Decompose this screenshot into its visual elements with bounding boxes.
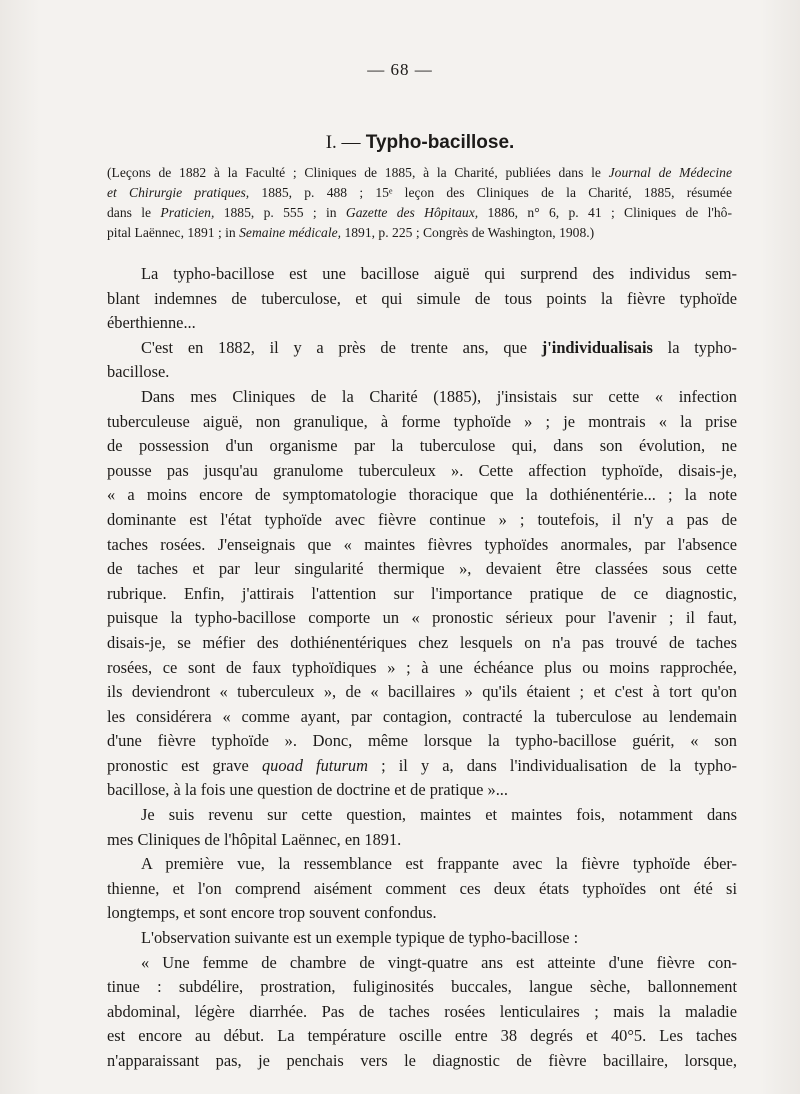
text-line: taches rosées. J'enseignais que « maintes fièvres typhoïdes anormales, par l'absence (107, 534, 737, 554)
reference-journal: Gazette des Hôpitaux, (345, 205, 479, 220)
text-fragment: ; il y a, dans l'individualisation de la typho- (367, 755, 737, 775)
text-fragment: C'est en 1882, il y a près de trente ans, que (141, 337, 542, 357)
text-line: bacillose, à la fois une question de doctrine et de pratique »... (107, 780, 508, 800)
text-line (107, 336, 737, 361)
text-line: pousse pas jusqu'au granulome tuberculeux ». Cette affection typhoïde, disais-je, (107, 460, 737, 480)
text-line: tuberculeuse aiguë, non granulique, à forme typhoïde » ; je montrais « la prise (107, 411, 737, 431)
reference-line (107, 163, 732, 183)
reference-line (107, 183, 732, 203)
text-line: Dans mes Cliniques de la Charité (1885), j'insistais sur cette « infection (141, 386, 737, 406)
section-title: Typho-bacillose. (365, 132, 515, 153)
text-line: disais-je, se méfier des dothiénentériques chez lesquels on n'a pas trouvé de taches (107, 632, 737, 652)
text-line: d'une fièvre typhoïde ». Donc, même lorsque la typho-bacillose guérit, « son (107, 731, 737, 751)
text-line (107, 754, 737, 779)
italic-phrase: quoad futurum (261, 755, 368, 775)
text-line: puisque la typho-bacillose comporte un « pronostic sérieux pour l'avenir ; il faut, (107, 608, 737, 628)
text-fragment: la typho- (652, 337, 737, 357)
text-line: n'apparaissant pas, je penchais vers le diagnostic de fièvre bacillaire, lorsque, (107, 1051, 737, 1070)
text-line: dominante est l'état typhoïde avec fièvre continue » ; toutefois, il n'y a pas de (107, 509, 737, 529)
text-line: bacillose. (107, 362, 170, 382)
body-text (107, 262, 737, 1074)
text-line: de taches et par leur singularité thermique », devaient être classées sous cette (107, 559, 737, 579)
text-line: Je suis revenu sur cette question, maintes et maintes fois, notamment dans (141, 805, 737, 825)
text-line: rosées, ce sont de faux typhoïdiques » ; à une échéance plus ou moins rapprochée, (107, 657, 737, 677)
text-line: L'observation suivante est un exemple typique de typho-bacillose : (141, 928, 579, 948)
reference-text: pital Laënnec, 1891 ; in (107, 225, 240, 240)
section-heading (0, 132, 800, 154)
reference-journal: Semaine médicale, (239, 225, 342, 240)
reference-journal: Praticien, (160, 205, 215, 220)
text-line: blant indemnes de tuberculose, et qui simule de tous points la fièvre typhoïde (107, 288, 737, 308)
emphasized-term: j'individualisais (541, 337, 653, 357)
text-line: « a moins encore de symptomatologie thoracique que la dothiénentérie... ; la note (107, 485, 737, 505)
text-line: A première vue, la ressemblance est frappante avec la fièvre typhoïde éber- (141, 854, 737, 874)
page-number: — 68 — (367, 60, 433, 79)
reference-text: dans le (107, 205, 161, 220)
reference-journal: Journal de Médecine (608, 165, 732, 180)
reference-journal: et Chirurgie pratiques, (107, 185, 250, 200)
text-line: les considérera « comme ayant, par contagion, contracté la tuberculose au lendemain (107, 706, 737, 726)
text-line: est encore au début. La température oscille entre 38 degrés et 40°5. Les taches (107, 1026, 737, 1046)
text-line: rubrique. Enfin, j'attirais l'attention sur l'importance pratique de ce diagnostic, (107, 583, 737, 603)
reference-text: 1886, n° 6, p. 41 ; Cliniques de l'hô- (478, 205, 732, 220)
text-line: La typho-bacillose est une bacillose aiguë qui surprend des individus sem- (141, 264, 737, 283)
text-line: « Une femme de chambre de vingt-quatre ans est atteinte d'une fièvre con- (141, 952, 737, 972)
reference-text: 1885, p. 555 ; in (214, 205, 346, 220)
reference-line (107, 223, 732, 243)
text-line: abdominal, légère diarrhée. Pas de taches rosées lenticulaires ; mais la maladie (107, 1001, 737, 1021)
text-fragment: pronostic est grave (107, 755, 262, 775)
text-line: tinue : subdélire, prostration, fuliginosités buccales, langue sèche, ballonnement (107, 977, 737, 997)
text-line: longtemps, et sont encore trop souvent confondus. (107, 903, 437, 923)
reference-text: 1885, p. 488 ; 15ᵉ leçon des Cliniques de la Charité, 1885, résumée (249, 185, 732, 200)
section-number: I. — (325, 132, 361, 153)
text-line: ils deviendront « tuberculeux », de « bacillaires » qu'ils étaient ; et c'est à tort qu'on (107, 682, 737, 702)
reference-line (107, 203, 732, 223)
text-line: de possession d'un organisme par la tuberculose qui, dans son évolution, ne (107, 436, 737, 456)
references-paragraph (107, 163, 732, 243)
reference-text: (Leçons de 1882 à la Faculté ; Cliniques de 1885, à la Charité, publiées dans le (107, 165, 609, 180)
text-line: éberthienne... (107, 313, 196, 333)
text-line: mes Cliniques de l'hôpital Laënnec, en 1891. (107, 829, 402, 849)
text-line: thienne, et l'on comprend aisément comment ces deux états typhoïdes ont été si (107, 878, 737, 898)
reference-text: 1891, p. 225 ; Congrès de Washington, 1908.) (341, 225, 595, 240)
